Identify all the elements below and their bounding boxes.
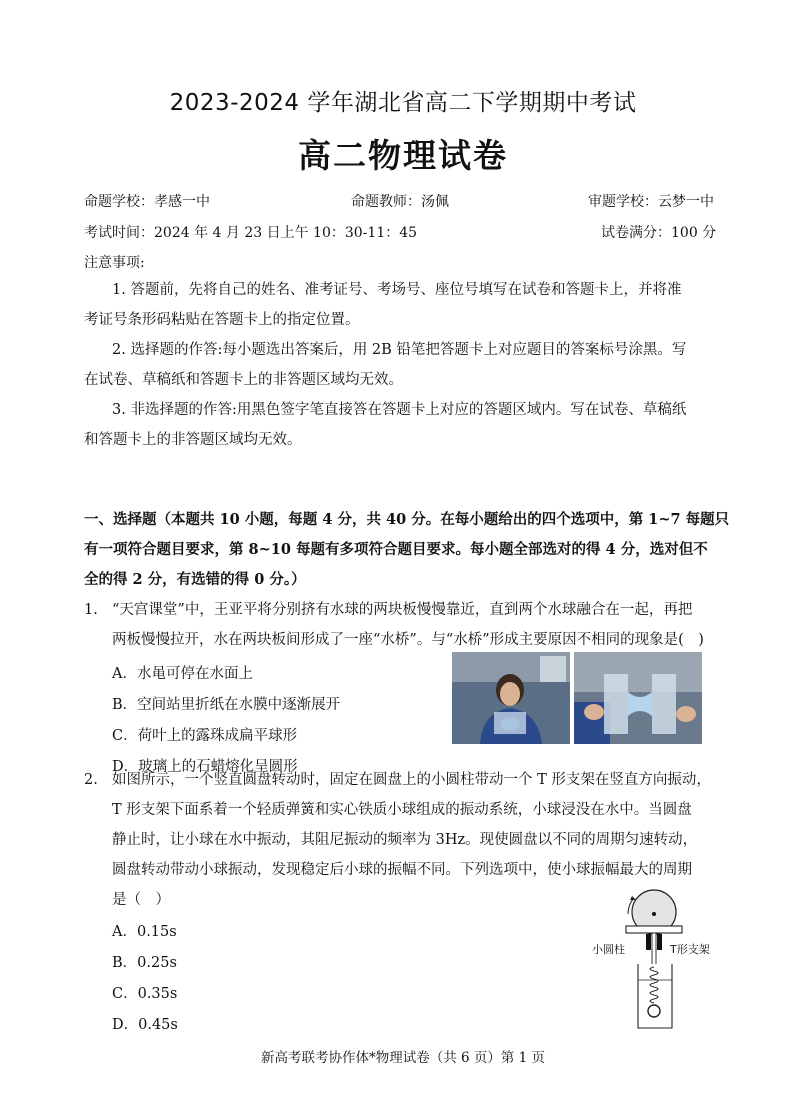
notice-item-3-line-1: 3. 非选择题的作答:用黑色签字笔直接答在答题卡上对应的答题区域内。写在试卷、草稿纸 [112, 402, 687, 418]
notice-item-2-line-1: 2. 选择题的作答:每小题选出答案后，用 2B 铅笔把答题卡上对应题目的答案标号涂黑。写 [112, 342, 687, 358]
section-1-header-line-2: 有一项符合题目要求，第 8~10 每题有多项符合题目要求。每小题全部选对的得 4 分，选对但不 [84, 541, 708, 558]
section-1-header-line-1: 一、选择题（本题共 10 小题，每题 4 分，共 40 分。在每小题给出的四个选项中，第 1~7 每题只 [84, 511, 730, 528]
question-1-option-c: C．荷叶上的露珠成扁平球形 [112, 728, 298, 744]
figure-label-cylinder: 小圆柱 [592, 943, 625, 956]
notice-item-1-line-2: 考证号条形码粘贴在答题卡上的指定位置。 [84, 312, 360, 328]
question-2-line-1: 如图所示，一个竖直圆盘转动时，固定在圆盘上的小圆柱带动一个 T 形支架在竖直方向振动， [112, 772, 711, 788]
water-bridge-photo-left [452, 652, 570, 744]
question-1-line-2: 两板慢慢拉开，水在两块板间形成了一座“水桥”。与“水桥”形成主要原因不相同的现象是( ) [112, 632, 704, 648]
meta-reviewer: 审题学校：云梦一中 [588, 194, 714, 210]
water-bridge-photo-right-image [574, 652, 702, 744]
notice-item-1-line-1: 1. 答题前，先将自己的姓名、准考证号、考场号、座位号填写在试卷和答题卡上，并将准 [112, 282, 682, 298]
disk-spring-figure [590, 888, 720, 1033]
meta-teacher: 命题教师：汤佩 [351, 194, 449, 210]
question-2-line-3: 静止时，让小球在水中振动，其阻尼振动的频率为 3Hz。现使圆盘以不同的周期匀速转动， [112, 832, 698, 848]
section-1-header-line-3: 全的得 2 分，有选错的得 0 分。） [84, 571, 306, 588]
notice-item-2-line-2: 在试卷、草稿纸和答题卡上的非答题区域均无效。 [84, 372, 403, 388]
disk-spring-diagram [590, 888, 720, 1033]
question-1-number: 1. [84, 602, 98, 618]
meta-time: 考试时间：2024 年 4 月 23 日上午 10：30-11：45 [84, 225, 418, 241]
meta-school: 命题学校：孝感一中 [84, 194, 210, 210]
water-bridge-photo-left-image [452, 652, 570, 744]
figure-label-t-frame: T形支架 [670, 943, 710, 956]
question-2-option-a: A．0.15s [112, 924, 177, 940]
question-2-option-c: C．0.35s [112, 986, 178, 1002]
question-2-number: 2. [84, 772, 98, 788]
question-2-line-4: 圆盘转动带动小球振动，发现稳定后小球的振幅不同。下列选项中，使小球振幅最大的周期 [112, 862, 692, 878]
question-1-option-b: B．空间站里折纸在水膜中逐渐展开 [112, 697, 341, 713]
question-2-option-d: D．0.45s [112, 1017, 178, 1033]
exam-title: 2023-2024 学年湖北省高二下学期期中考试 [169, 90, 637, 116]
page-footer: 新高考联考协作体*物理试卷（共 6 页）第 1 页 [260, 1050, 546, 1066]
notice-heading: 注意事项: [84, 255, 145, 271]
water-bridge-photo-right [574, 652, 702, 744]
notice-item-3-line-2: 和答题卡上的非答题区域均无效。 [84, 432, 302, 448]
meta-score: 试卷满分：100 分 [601, 225, 717, 241]
question-2-option-b: B．0.25s [112, 955, 177, 971]
question-1-option-d: D．玻璃上的石蜡熔化呈圆形 [112, 759, 298, 775]
question-2-line-5: 是（ ） [112, 892, 170, 908]
question-1-option-a: A．水黾可停在水面上 [112, 666, 253, 682]
question-2-line-2: T 形支架下面系着一个轻质弹簧和实心铁质小球组成的振动系统，小球浸没在水中。当圆盘 [112, 802, 692, 818]
paper-title: 高二物理试卷 [298, 136, 508, 175]
question-1-line-1: “天宫课堂”中，王亚平将分别挤有水球的两块板慢慢靠近，直到两个水球融合在一起，再把 [112, 602, 693, 618]
